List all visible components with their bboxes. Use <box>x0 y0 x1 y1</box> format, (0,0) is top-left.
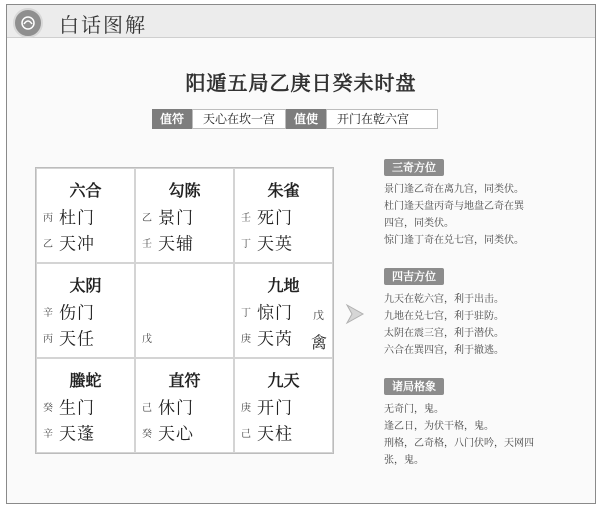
palace-cell <box>135 168 234 263</box>
star-name: 天芮 <box>257 329 293 350</box>
section-line: 九地在兑七宫，利于驻防。 <box>384 311 504 322</box>
section-line: 刑格，乙奇格，八门伏吟，天网四 <box>384 438 534 449</box>
stem: 辛 <box>43 307 53 319</box>
section-line: 四宫，同类伏。 <box>384 218 454 229</box>
zhishi-label: 值使 <box>286 109 326 129</box>
emblem-icon <box>13 8 43 38</box>
stem: 丁 <box>241 307 251 319</box>
stem: 乙 <box>142 212 152 224</box>
section-body-sanqi <box>384 181 584 249</box>
extra-star: 禽 <box>311 333 328 352</box>
section-body-siji <box>384 291 584 359</box>
stem: 丙 <box>43 212 53 224</box>
arrow-right-icon <box>343 301 369 327</box>
header-title: 白话图解 <box>59 13 147 37</box>
section-line: 太阴在震三宫，利于潜伏。 <box>384 328 504 339</box>
door-name: 惊门 <box>257 303 293 324</box>
stem: 庚 <box>241 333 251 345</box>
section-title-sanqi: 三奇方位 <box>384 159 444 176</box>
door-name: 杜门 <box>59 208 95 229</box>
star-name: 天冲 <box>59 234 95 255</box>
palace-cell <box>36 358 135 453</box>
door-name: 死门 <box>257 208 293 229</box>
star-name: 天蓬 <box>59 424 95 445</box>
stem: 己 <box>142 402 152 414</box>
section-body-geju <box>384 401 584 469</box>
god-name: 朱雀 <box>267 181 300 200</box>
section-title-siji: 四吉方位 <box>384 268 444 285</box>
palace-cell <box>234 263 333 358</box>
zhifu-value: 天心在坎一宫 <box>192 109 286 129</box>
stem: 乙 <box>43 238 53 250</box>
star-name: 天任 <box>59 329 95 350</box>
palace-cell <box>234 358 333 453</box>
stem: 庚 <box>241 402 251 414</box>
star-name: 天柱 <box>257 424 293 445</box>
star-name: 天英 <box>257 234 293 255</box>
palace-grid <box>35 167 334 454</box>
stem: 壬 <box>142 238 152 250</box>
star-name: 天心 <box>158 424 194 445</box>
door-name: 休门 <box>158 398 194 419</box>
section-line: 景门逢乙奇在离九宫，同类伏。 <box>384 184 524 195</box>
palace-cell <box>234 168 333 263</box>
stem: 己 <box>241 428 251 440</box>
door-name: 开门 <box>257 398 293 419</box>
section-line: 逢乙日，为伏干格，鬼。 <box>384 421 494 432</box>
god-name: 六合 <box>69 181 102 200</box>
god-name: 螣蛇 <box>69 371 102 390</box>
section-line: 无奇门，鬼。 <box>384 404 444 415</box>
door-name: 伤门 <box>59 303 95 324</box>
zhifu-label: 值符 <box>152 109 192 129</box>
section-line: 九天在乾六宫，利于出击。 <box>384 294 504 305</box>
section-line: 张，鬼。 <box>384 455 424 466</box>
zhishi-value: 开门在乾六宫 <box>326 109 438 129</box>
stem: 丁 <box>241 238 251 250</box>
stem: 癸 <box>142 428 152 440</box>
palace-cell <box>135 358 234 453</box>
door-name: 生门 <box>59 398 95 419</box>
extra-stem: 戊 <box>313 309 324 322</box>
section-title-geju: 诸局格象 <box>384 378 444 395</box>
header-bar <box>7 5 595 38</box>
god-name: 九天 <box>267 371 300 390</box>
section-line: 惊门逢丁奇在兑七宫，同类伏。 <box>384 235 524 246</box>
stem: 戊 <box>142 333 152 345</box>
section-line: 杜门逢天盘丙奇与地盘乙奇在巽 <box>384 201 524 212</box>
stem: 癸 <box>43 402 53 414</box>
god-name: 太阴 <box>69 276 102 295</box>
stem: 丙 <box>43 333 53 345</box>
zhifu-bar <box>152 109 438 129</box>
god-name: 直符 <box>168 371 201 390</box>
god-name: 九地 <box>267 276 300 295</box>
stem: 壬 <box>241 212 251 224</box>
palace-cell <box>36 263 135 358</box>
door-name: 景门 <box>158 208 194 229</box>
page <box>6 4 596 504</box>
palace-cell-center <box>135 263 234 358</box>
page-title: 阳遁五局乙庚日癸未时盘 <box>185 71 417 95</box>
palace-cell <box>36 168 135 263</box>
stem: 辛 <box>43 428 53 440</box>
god-name: 勾陈 <box>168 181 201 200</box>
section-line: 六合在巽四宫，利于撤逃。 <box>384 345 504 356</box>
star-name: 天辅 <box>158 234 194 255</box>
